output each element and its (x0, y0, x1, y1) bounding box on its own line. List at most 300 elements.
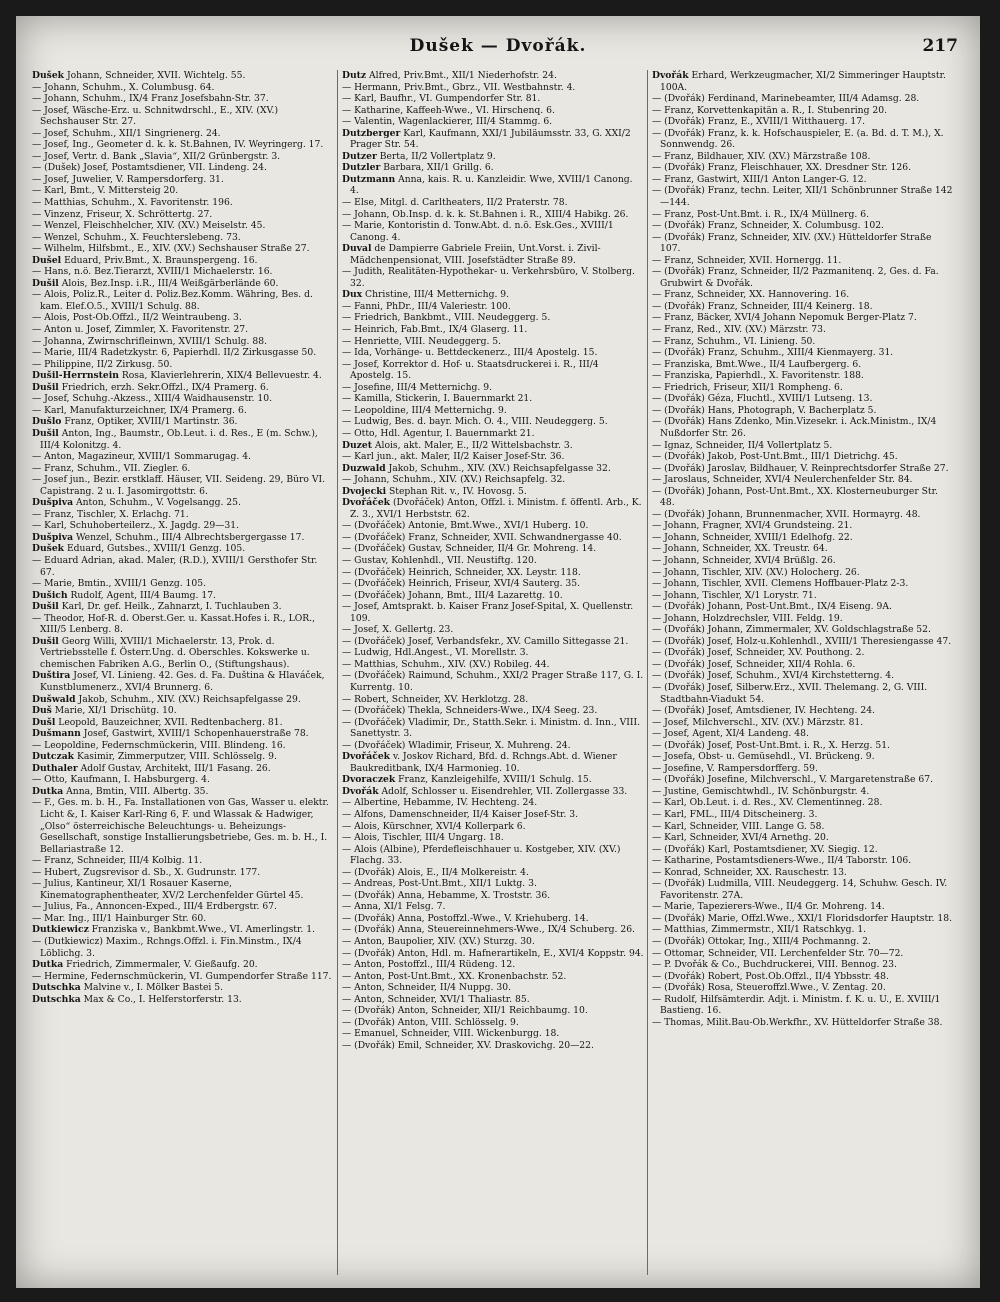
entry-details: — (Dvořáček) Heinrich, Friseur, XVI/4 Sauterg. 35. (342, 578, 581, 590)
entry-details: — (Dvořák) Ferdinand, Marinebeamter, III/4 Adamsg. 28. (652, 93, 920, 105)
directory-entry (342, 1028, 644, 1040)
entry-details: — (Dvořák) Anna, Steuereinnehmers-Wwe., IX/4 Schuberg. 26. (342, 924, 635, 936)
directory-entry (652, 590, 954, 602)
entry-details: — Marie, Kontoristin d. Tonw.Abt. d. n.ö. Esk.Ges., XVIII/1 Canong. 4. (342, 220, 614, 243)
entry-details: Alois, akt. Maler, E., II/2 Wittelsbachstr. 3. (374, 439, 573, 451)
directory-entry (652, 440, 954, 452)
entry-details: — Karl, Schuhoberteilerz., X. Jagdg. 29—31. (32, 520, 240, 532)
entry-details: — (Dvořák) Anton, VIII. Schlösselg. 9. (342, 1016, 519, 1028)
directory-entry (342, 567, 644, 579)
directory-entry (32, 971, 334, 983)
entry-details: — Marie, Bmtin., XVIII/1 Genzg. 105. (32, 578, 207, 590)
entry-details: — Wenzel, Schuhm., X. Feuchterslebeng. 73. (32, 231, 241, 243)
entry-details: — (Dvořák) Alois, E., II/4 Molkereistr. 4. (342, 866, 529, 878)
directory-entry (652, 797, 954, 809)
entry-surname: Dutczak (32, 751, 75, 763)
entry-details: — (Dvořák) Emil, Schneider, XV. Draskovichg. 20—22. (342, 1039, 594, 1051)
entry-details: Malvine v., I. Mölker Bastei 5. (83, 982, 224, 994)
entry-surname: Dutzler (342, 162, 381, 174)
directory-entry (342, 821, 644, 833)
entry-surname: Dušil (32, 277, 59, 289)
directory-entry (32, 543, 334, 555)
entry-surname: Dušil-Herrnstein (32, 370, 119, 382)
directory-entry (342, 601, 644, 624)
entry-details: — (Dvořák) Jakob, Post-Unt.Bmt., III/1 Dietrichg. 45. (652, 451, 898, 463)
directory-entry (32, 289, 334, 312)
entry-details: — Theodor, Hof-R. d. Oberst.Ger. u. Kassat.Hofes i. R., LOR., XIII/5 Lenberg. 8. (32, 612, 316, 636)
directory-entry (652, 636, 954, 648)
directory-entry (652, 867, 954, 879)
entry-details: Jakob, Schuhm., XIV. (XV.) Reichsapfelgasse 29. (78, 693, 301, 705)
entry-details: — (Dvořák) Josef, Post-Unt.Bmt. i. R., X. Herzg. 51. (652, 739, 890, 751)
entry-details: — Justine, Gemischtwhdl., IV. Schönburgstr. 4. (652, 785, 870, 797)
entry-details: — Wenzel, Fleischhelcher, XIV. (XV.) Meiselstr. 45. (32, 220, 266, 232)
entry-details: Friedrich, Zimmermaler, V. Gießaufg. 20. (66, 959, 258, 971)
entry-details: Georg Willi, XVIII/1 Michaelerstr. 13, Prok. d. Vertriebsstelle f. Österr.Ung. d. Oberschles. Kokswerke u. chemischen Fabriken A.G., Berlin O., (Stiftungshaus). (40, 635, 310, 670)
directory-entry (342, 867, 644, 879)
directory-entry (342, 451, 644, 463)
entry-surname: Dux (342, 289, 363, 301)
entry-details: Stephan Rit. v., IV. Hovosg. 5. (388, 485, 527, 497)
entry-details: — Josef, Korrektor d. Hof- u. Staatsdruckerei i. R., III/4 Apostelg. 15. (342, 358, 599, 382)
entry-details: Eduard, Priv.Bmt., X. Braunspergeng. 16. (64, 254, 258, 266)
directory-entry (652, 393, 954, 405)
entry-details: — Andreas, Post-Unt.Bmt., XII/1 Luktg. 3. (342, 878, 537, 890)
directory-entry (342, 948, 644, 960)
entry-details: — Josefine, III/4 Metternichg. 9. (342, 381, 493, 393)
entry-details: — (Dvořák) Josef, Schuhm., XVI/4 Kirchstetterng. 4. (652, 670, 895, 682)
directory-entry (342, 659, 644, 671)
entry-details: — Jaroslaus, Schneider, XVI/4 Neulerchenfelder Str. 84. (652, 474, 913, 486)
directory-entry (342, 913, 644, 925)
entry-surname: Duval (342, 243, 372, 255)
directory-entry (32, 636, 334, 671)
entry-details: Eduard, Gutsbes., XVIII/1 Genzg. 105. (66, 543, 246, 555)
directory-entry (652, 1017, 954, 1029)
entry-details: — F., Ges. m. b. H., Fa. Installationen von Gas, Wasser u. elektr. Licht &, I. Kaiser Karl-Ring 6, F. und Wlassak & Hadwiger, „Olso“ österreichische Beleuchtungs- u. Beheizungs-Gesellschaft, sonstige Installierungsbetriebe, Ges. m. b. H., I. Bellariastraße 12. (32, 797, 329, 855)
entry-details: — Leopoldine, III/4 Metternichg. 9. (342, 404, 507, 416)
directory-entry (32, 601, 334, 613)
entry-surname: Dutkiewicz (32, 924, 89, 936)
entry-surname: Dvořáček (342, 497, 391, 509)
entry-details: — (Dvořák) Marie, Offzl.Wwe., XXI/1 Floridsdorfer Hauptstr. 18. (652, 912, 952, 924)
entry-surname: Dvořák (342, 785, 379, 797)
entry-details: Josef, VI. Linieng. 42. Ges. d. Fa. Duština & Hlaváček, Kunstblumenerz., XVI/4 Brunnerg. 6. (40, 670, 325, 693)
directory-entry (32, 428, 334, 451)
page-header (16, 36, 980, 64)
directory-entry (32, 497, 334, 509)
entry-details: — Anna, XI/1 Felsg. 7. (342, 901, 446, 913)
entry-details: Barbara, XII/1 Grillg. 6. (383, 162, 494, 174)
entry-details: — (Dvořák) Franz, Schneider, II/2 Pazmanitenq. 2, Ges. d. Fa. Grubwirt & Dvořák. (652, 266, 939, 289)
entry-details: — (Dvořák) Anna, Hebamme, X. Troststr. 36. (342, 889, 551, 901)
entry-details: — Wilhelm, Hilfsbmt., E., XIV. (XV.) Sechshauser Straße 27. (32, 243, 310, 255)
directory-entry (32, 717, 334, 729)
directory-entry (652, 705, 954, 717)
directory-entry (342, 474, 644, 486)
directory-page (16, 16, 980, 1288)
directory-entry (652, 220, 954, 232)
entry-details: Karl, Dr. gef. Heilk., Zahnarzt, I. Tuchlauben 3. (61, 601, 282, 613)
page-title: Dušek — Dvořák. (409, 36, 587, 56)
directory-entry (32, 474, 334, 497)
entry-details: Friedrich, erzh. Sekr.Offzl., IX/4 Pramerg. 6. (61, 381, 269, 393)
column-right (652, 70, 954, 1280)
entry-details: — P. Dvořák & Co., Buchdruckerei, VIII. Bennog. 23. (652, 959, 897, 971)
directory-entry (342, 936, 644, 948)
entry-details: — (Dvořák) Franz, Schuhm., XIII/4 Kienmayerg. 31. (652, 347, 894, 359)
entry-surname: Dušil (32, 427, 59, 439)
entry-details: — Fanni, PhDr., III/4 Valeriestr. 100. (342, 300, 511, 312)
entry-details: Kasimir, Zimmerputzer, VIII. Schlösselg. 9. (76, 751, 277, 763)
directory-entry (342, 555, 644, 567)
directory-entry (342, 463, 644, 475)
entry-details: — (Dvořák) Johann, Post-Unt.Bmt., IX/4 Eiseng. 9A. (652, 601, 892, 613)
directory-entry (652, 255, 954, 267)
entry-details: — (Dvořák) Géza, Fluchtl., XVIII/1 Lutseng. 13. (652, 393, 873, 405)
directory-entry (342, 809, 644, 821)
entry-surname: Dutka (32, 959, 64, 971)
directory-entry (652, 994, 954, 1017)
entry-details: — Johann, Schneider, XVIII/1 Edelhofg. 22. (652, 531, 853, 543)
entry-details: — (Dvořáček) Josef, Verbandsfekr., XV. Camillo Sittegasse 21. (342, 635, 629, 647)
entry-details: — Karl, Ob.Leut. i. d. Res., XV. Clementinneg. 28. (652, 797, 883, 809)
directory-entry (32, 220, 334, 232)
entry-surname: Dušlo (32, 416, 62, 428)
directory-entry (32, 670, 334, 693)
entry-details: Wenzel, Schuhm., III/4 Albrechtsbergergasse 17. (75, 531, 305, 543)
directory-entry (32, 613, 334, 636)
entry-details: — (Dušek) Josef, Postamtsdiener, VII. Lindeng. 24. (32, 162, 267, 174)
entry-details: — Hermann, Priv.Bmt., Gbrz., VII. Westbahnstr. 4. (342, 81, 576, 93)
directory-entry (652, 774, 954, 786)
entry-details: — Franz, Bildhauer, XIV. (XV.) Märzstraße 108. (652, 150, 871, 162)
directory-entry (32, 913, 334, 925)
entry-surname: Dušek (32, 70, 65, 81)
directory-entry (32, 382, 334, 394)
directory-entry (652, 185, 954, 208)
directory-entry (32, 463, 334, 475)
entry-details: — Franziska, Bmt.Wwe., II/4 Laufbergerg. 6. (652, 358, 862, 370)
entry-details: — Thomas, Milit.Bau-Ob.Werkfhr., XV. Hütteldorfer Straße 38. (652, 1016, 943, 1028)
entry-details: — (Dvořák) Franz, Fleischhauer, XX. Dresdner Str. 126. (652, 162, 912, 174)
entry-details: — Alfons, Damenschneider, II/4 Kaiser Josef-Str. 3. (342, 809, 578, 820)
directory-entry (652, 971, 954, 983)
entry-details: — (Dvořák) Franz, Schneider, III/4 Keinerg. 18. (652, 300, 873, 312)
entry-details: — Josefine, V. Rampersdorfferg. 59. (652, 762, 818, 774)
directory-entry (652, 659, 954, 671)
directory-entry (652, 821, 954, 833)
directory-entry (32, 878, 334, 901)
entry-details: — Konrad, Schneider, XX. Rauschestr. 13. (652, 866, 847, 878)
directory-entry (32, 105, 334, 128)
directory-entry (342, 844, 644, 867)
directory-entry (32, 82, 334, 94)
directory-entry (652, 451, 954, 463)
entry-details: Alfred, Priv.Bmt., XII/1 Niederhofstr. 24. (369, 70, 557, 81)
directory-entry (32, 336, 334, 348)
entry-details: — (Dvořáček) Raimund, Schuhm., XXI/2 Prager Straße 117, G. I. Kurrentg. 10. (342, 670, 644, 693)
directory-entry (32, 370, 334, 382)
directory-entry (342, 301, 644, 313)
directory-entry (652, 948, 954, 960)
directory-entry (652, 924, 954, 936)
entry-details: — Karl, Schneider, XVI/4 Arnethg. 20. (652, 832, 829, 844)
directory-entry (652, 232, 954, 255)
entry-details: — (Dutkiewicz) Maxim., Rchngs.Offzl. i. Fin.Minstm., IX/4 Löblichg. 3. (32, 936, 302, 959)
entry-details: — Alois, Kürschner, XVI/4 Kollerpark 6. (342, 820, 526, 832)
directory-entry (342, 312, 644, 324)
directory-entry (32, 867, 334, 879)
entry-surname: Dutschka (32, 982, 81, 994)
directory-entry (342, 532, 644, 544)
directory-entry (32, 751, 334, 763)
directory-entry (32, 162, 334, 174)
entry-details: — Hubert, Zugsrevisor d. Sb., X. Gudrunstr. 177. (32, 866, 261, 878)
entry-details: Jakob, Schuhm., XIV. (XV.) Reichsapfelgasse 32. (388, 462, 611, 474)
directory-entry (652, 555, 954, 567)
directory-entry (652, 740, 954, 752)
entry-details: — Franz, Schneider, III/4 Kolbig. 11. (32, 855, 203, 867)
entry-details: v. Joskov Richard, Bfd. d. Rchngs.Abt. d. Wiener Baukreditbank, IX/4 Harmonieg. 10. (350, 751, 617, 774)
directory-entry (652, 347, 954, 359)
entry-details: — Karl, FML., III/4 Ditscheinerg. 3. (652, 809, 818, 820)
directory-entry (652, 209, 954, 221)
directory-entry (652, 105, 954, 117)
entry-details: — (Dvořák) Anton, Schneider, XII/1 Reichbaumg. 10. (342, 1005, 588, 1017)
directory-entry (342, 520, 644, 532)
entry-details: Berta, II/2 Vollertplatz 9. (379, 150, 496, 162)
entry-details: Johann, Schneider, XVII. Wichtelg. 55. (66, 70, 246, 81)
entry-details: — Marie, Tapezierers-Wwe., II/4 Gr. Mohreng. 14. (652, 901, 885, 913)
entry-details: — Matthias, Schuhm., X. Favoritenstr. 196. (32, 197, 233, 209)
entry-details: — Josef, Wäsche-Erz. u. Schnitwdrschl., E., XIV. (XV.) Sechshauser Str. 27. (32, 104, 279, 128)
directory-entry (652, 901, 954, 913)
directory-entry (32, 520, 334, 532)
entry-details: — Johann, Tischler, XIV. (XV.) Holocherg. 26. (652, 566, 860, 578)
directory-entry (32, 232, 334, 244)
entry-details: Erhard, Werkzeugmacher, XI/2 Simmeringer Hauptstr. 100A. (660, 70, 946, 93)
directory-entry (32, 128, 334, 140)
entry-details: — Else, Mitgl. d. Carltheaters, II/2 Praterstr. 78. (342, 197, 568, 209)
directory-entry (652, 717, 954, 729)
entry-details: — Anton, Baupolier, XIV. (XV.) Sturzg. 30. (342, 936, 535, 948)
directory-entry (342, 670, 644, 693)
directory-entry (32, 243, 334, 255)
entry-details: — Johann, Schuhm., X. Columbusg. 64. (32, 81, 215, 93)
entry-details: — Ignaz, Schneider, II/4 Vollertplatz 5. (652, 439, 833, 451)
entry-details: — (Dvořák) Johann, Brunnenmacher, XVII. Hormayrg. 48. (652, 508, 921, 520)
entry-details: — Franz, Schneider, XX. Hannovering. 16. (652, 289, 850, 301)
directory-entry (32, 266, 334, 278)
column-divider (337, 70, 338, 1275)
entry-surname: Dušmann (32, 728, 81, 740)
directory-entry (32, 728, 334, 740)
directory-entry (652, 647, 954, 659)
directory-entry (342, 590, 644, 602)
entry-details: — (Dvořák) Hans, Photograph, V. Bacherplatz 5. (652, 404, 877, 416)
entry-details: Alois, Bez.Insp. i.R., III/4 Weißgärberlände 60. (61, 277, 279, 289)
entry-details: — (Dvořák) Josef, Schneider, XII/4 Rohla. 6. (652, 658, 856, 670)
entry-details: — Friedrich, Bankbmt., VIII. Neudeggerg. 5. (342, 312, 551, 324)
directory-entry (342, 751, 644, 774)
entry-details: — (Dvořák) Franz, Schneider, XIV. (XV.) Hütteldorfer Straße 107. (652, 231, 932, 255)
entry-surname: Dutka (32, 785, 64, 797)
entry-details: — Anton, Schneider, II/4 Nuppg. 30. (342, 982, 512, 994)
entry-details: — Karl, Baufhr., VI. Gumpendorfer Str. 81. (342, 93, 541, 105)
entry-details: — Karl, Manufakturzeichner, IX/4 Pramerg. 6. (32, 404, 247, 416)
directory-entry (652, 624, 954, 636)
entry-details: — Otto, Hdl. Agentur, I. Bauernmarkt 21. (342, 427, 535, 439)
directory-entry (342, 209, 644, 221)
entry-details: — Albertine, Hebamme, IV. Hechteng. 24. (342, 797, 538, 809)
entry-details: — Emanuel, Schneider, VIII. Wickenburgg. 18. (342, 1028, 560, 1040)
entry-surname: Duzwald (342, 462, 386, 474)
directory-entry (652, 832, 954, 844)
entry-surname: Dutz (342, 70, 367, 81)
entry-details: — Matthias, Schuhm., XIV. (XV.) Robileg. 44. (342, 658, 550, 670)
entry-details: Rudolf, Agent, III/4 Baumg. 17. (70, 589, 216, 601)
directory-entry (32, 70, 334, 82)
entry-details: — Robert, Schneider, XV. Herklotzg. 28. (342, 693, 529, 705)
entry-details: — (Dvořák) Anton, Hdl. m. Hafnerartikeln, E., XVI/4 Koppstr. 94. (342, 947, 644, 959)
entry-details: — Franz, Tischler, X. Erlachg. 71. (32, 508, 189, 520)
entry-details: — Johann, Holzdrechsler, VIII. Feldg. 19. (652, 612, 843, 624)
entry-details: — Heinrich, Fab.Bmt., IX/4 Glaserg. 11. (342, 324, 528, 336)
entry-details: — (Dvořáček) Heinrich, Schneider, XX. Leystr. 118. (342, 566, 581, 578)
entry-details: — Franz, Korvettenkapitän a. R., I. Stubenring 20. (652, 104, 887, 116)
entry-details: — Karl, Bmt., V. Mittersteig 20. (32, 185, 179, 197)
entry-details: — (Dvořáček) Johann, Bmt., III/4 Lazarettg. 10. (342, 589, 563, 601)
directory-entry (342, 994, 644, 1006)
entry-details: Christine, III/4 Metternichg. 9. (365, 289, 510, 301)
directory-entry (32, 405, 334, 417)
entry-details: — Anton, Post-Unt.Bmt., XX. Kronenbachstr. 52. (342, 970, 567, 982)
entry-details: — Franz, Post-Unt.Bmt. i. R., IX/4 Müllnerg. 6. (652, 208, 869, 220)
directory-entry (342, 105, 644, 117)
directory-entry (652, 682, 954, 705)
directory-entry (342, 497, 644, 520)
directory-entry (652, 416, 954, 439)
directory-entry (652, 70, 954, 93)
entry-details: — Franz, Bäcker, XVI/4 Johann Nepomuk Berger-Platz 7. (652, 312, 917, 324)
directory-entry (652, 844, 954, 856)
column-middle (342, 70, 644, 1280)
entry-details: — Johann, Schuhm., IX/4 Franz Josefsbahn-Str. 37. (32, 93, 269, 105)
entry-details: — (Dvořák) Hans Zdenko, Min.Vizesekr. i. Ack.Ministm., IX/4 Nußdorfer Str. 26. (652, 416, 937, 439)
entry-details: — Matthias, Zimmermstr., XII/1 Ratschkyg. 1. (652, 924, 867, 936)
directory-entry (652, 982, 954, 994)
directory-entry (342, 440, 644, 452)
directory-entry (652, 474, 954, 486)
entry-details: — Franz, Red., XIV. (XV.) Märzstr. 73. (652, 324, 826, 336)
directory-entry (652, 359, 954, 371)
entry-details: — (Dvořák) Josef, Amtsdiener, IV. Hechteng. 24. (652, 705, 875, 717)
entry-details: — Katharine, Postamtsdieners-Wwe., II/4 Taborstr. 106. (652, 855, 912, 867)
entry-details: Max & Co., I. Helferstorferstr. 13. (83, 993, 242, 1005)
directory-entry (32, 359, 334, 371)
entry-details: — (Dvořáček) Gustav, Schneider, II/4 Gr. Mohreng. 14. (342, 543, 597, 555)
entry-surname: Dutschka (32, 993, 81, 1005)
directory-entry (652, 855, 954, 867)
entry-details: — Franz, Schuhm., VII. Ziegler. 6. (32, 462, 191, 474)
column-left (32, 70, 334, 1280)
entry-details: — Johanna, Zwirnschrifleinwn, XVIII/1 Schulg. 88. (32, 335, 267, 347)
entry-details: Anton, Schuhm., V. Vogelsangg. 25. (75, 497, 241, 509)
directory-entry (342, 405, 644, 417)
directory-entry (342, 174, 644, 197)
directory-entry (342, 636, 644, 648)
directory-entry (32, 774, 334, 786)
entry-details: Franz, Kanzleigehilfe, XVIII/1 Schulg. 15. (398, 774, 592, 786)
directory-entry (32, 590, 334, 602)
directory-entry (342, 959, 644, 971)
entry-details: — Johann, Fragner, XVI/4 Grundsteing. 21. (652, 520, 853, 532)
directory-entry (342, 878, 644, 890)
entry-details: — Josef, Agent, XI/4 Landeng. 48. (652, 728, 809, 740)
directory-entry (32, 416, 334, 428)
directory-entry (652, 312, 954, 324)
directory-entry (342, 382, 644, 394)
directory-entry (32, 174, 334, 186)
directory-entry (32, 185, 334, 197)
entry-details: — Ludwig, Bes. d. bayr. Mich. O. 4., VIII. Neudeggerg. 5. (342, 416, 608, 428)
directory-entry (652, 382, 954, 394)
directory-entry (342, 890, 644, 902)
directory-entry (652, 763, 954, 775)
entry-details: Leopold, Bauzeichner, XVII. Redtenbacherg. 81. (58, 716, 283, 728)
entry-details: — Franz, Gastwirt, XIII/1 Anton Langer-G. 12. (652, 173, 867, 185)
directory-entry (652, 463, 954, 475)
entry-details: — Judith, Realitäten-Hypothekar- u. Verkehrsbüro, V. Stolberg. 32. (342, 266, 635, 289)
directory-entry (652, 336, 954, 348)
directory-entry (652, 162, 954, 174)
entry-details: — Friedrich, Friseur, XII/1 Rompheng. 6. (652, 381, 843, 393)
entry-details: Franz, Optiker, XVIII/1 Martinstr. 36. (64, 416, 238, 428)
entry-details: — (Dvořák) Ottokar, Ing., XIII/4 Pochmanng. 2. (652, 936, 871, 948)
entry-details: — Hermine, Federnschmückerin, VI. Gumpendorfer Straße 117. (32, 970, 332, 982)
entry-details: — Franz, Schuhm., VI. Linieng. 50. (652, 335, 816, 347)
entry-surname: Dušwald (32, 693, 76, 705)
entry-details: — Josef, Schuhg.-Akzess., XIII/4 Waidhausenstr. 10. (32, 393, 273, 405)
directory-entry (32, 532, 334, 544)
entry-details: — Anton, Magazineur, XVIII/1 Sommarugag. 4. (32, 451, 251, 463)
entry-details: — (Dvořák) Franz, k. k. Hofschauspieler, E. (a. Bd. d. T. M.), X. Sonnwendg. 26. (652, 127, 944, 151)
directory-entry (342, 717, 644, 740)
entry-surname: Dušil (32, 381, 59, 393)
entry-surname: Duštira (32, 670, 71, 682)
entry-details: — Josef, Schuhm., XII/1 Singrienerg. 24. (32, 127, 221, 139)
directory-entry (342, 324, 644, 336)
entry-details: — (Dvořák) Anna, Postoffzl.-Wwe., V. Kriehuberg. 14. (342, 912, 589, 924)
entry-details: — Karl, Schneider, VIII. Lange G. 58. (652, 820, 825, 832)
directory-entry (342, 740, 644, 752)
directory-entry (32, 255, 334, 267)
entry-details: — Alois, Tischler, III/4 Ungarg. 18. (342, 832, 504, 844)
entry-details: — Johann, Tischler, XVII. Clemens Hoffbauer-Platz 2-3. (652, 578, 909, 590)
directory-entry (32, 139, 334, 151)
directory-entry (342, 924, 644, 936)
entry-surname: Dušl (32, 716, 56, 728)
entry-details: — Hans, n.ö. Bez.Tierarzt, XVIII/1 Michaelerstr. 16. (32, 266, 273, 278)
entry-details: — (Dvořák) Karl, Postamtsdiener, XV. Siegig. 12. (652, 843, 878, 855)
directory-entry (342, 220, 644, 243)
entry-surname: Dušpiva (32, 497, 74, 509)
directory-entry (652, 324, 954, 336)
entry-details: Anna, kais. R. u. Kanzleidir. Wwe, XVIII/1 Canong. 4. (350, 173, 633, 197)
directory-entry (652, 670, 954, 682)
entry-details: — (Dvořák) Robert, Post.Ob.Offzl., II/4 Ybbsstr. 48. (652, 970, 889, 982)
